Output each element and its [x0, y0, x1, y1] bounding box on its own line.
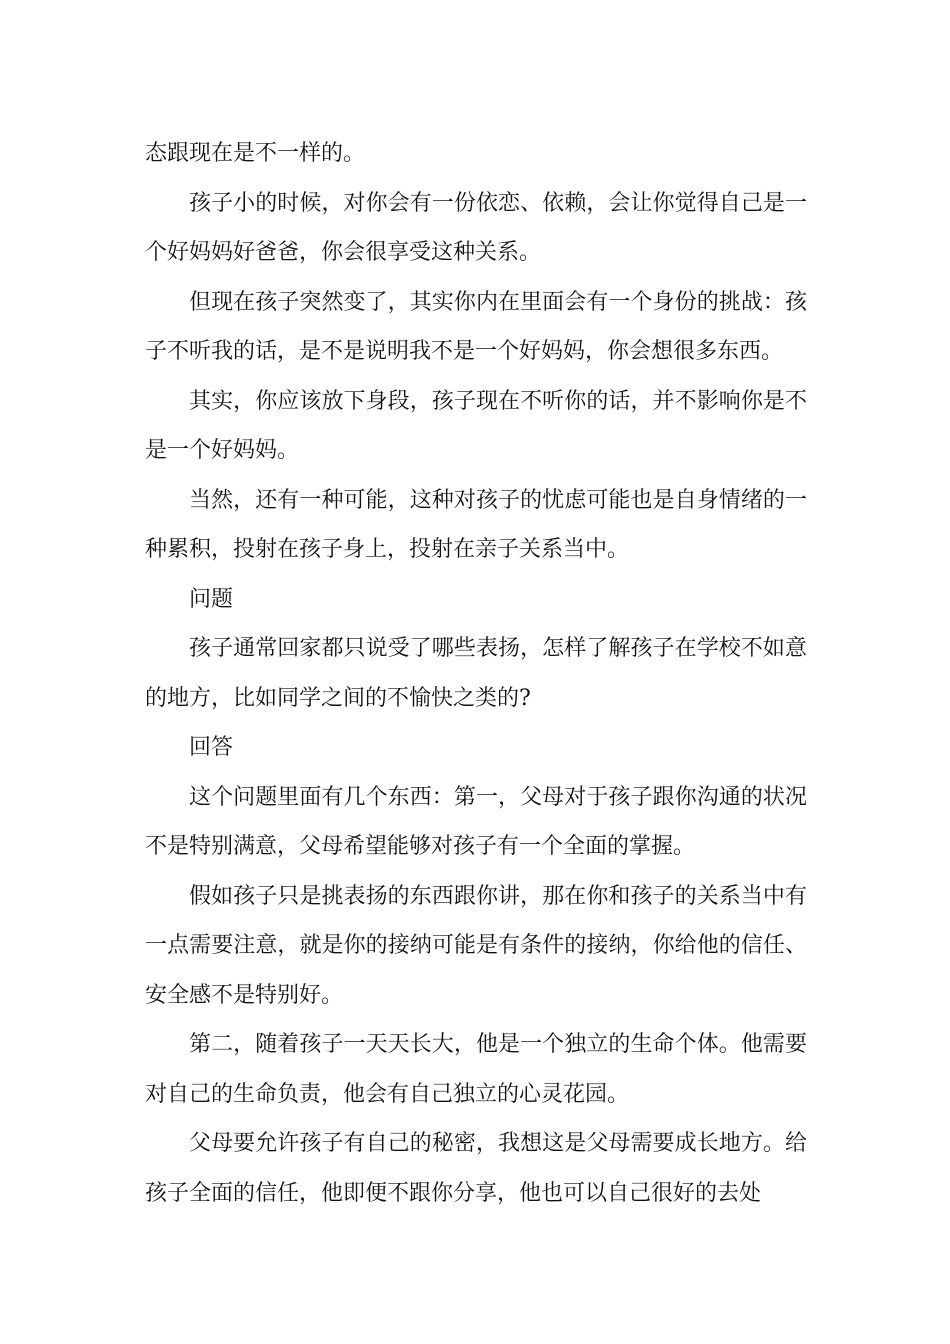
paragraph: 孩子小的时候，对你会有一份依恋、依赖，会让你觉得自己是一个好妈妈好爸爸，你会很享受这种关系。: [145, 190, 807, 265]
paragraph: 但现在孩子突然变了，其实你内在里面会有一个身份的挑战：孩子不听我的话，是不是说明我不是一个好妈妈，你会想很多东西。: [145, 289, 807, 364]
question-heading: 问题: [189, 586, 234, 612]
paragraph: 父母要允许孩子有自己的秘密，我想这是父母需要成长地方。给孩子全面的信任，他即便不跟你分享，他也可以自己很好的去处: [145, 1131, 807, 1206]
paragraph: 其实，你应该放下身段，孩子现在不听你的话，并不影响你是不是一个好妈妈。: [145, 388, 807, 463]
document-body: [145, 129, 807, 1218]
paragraph: 孩子通常回家都只说受了哪些表扬，怎样了解孩子在学校不如意的地方，比如同学之间的不愉快之类的?: [145, 636, 807, 711]
paragraph-continued: 态跟现在是不一样的。: [145, 141, 366, 166]
paragraph: 假如孩子只是挑表扬的东西跟你讲，那在你和孩子的关系当中有一点需要注意，就是你的接纳可能是有条件的接纳，你给他的信任、安全感不是特别好。: [145, 883, 807, 1008]
answer-heading: 回答: [189, 735, 234, 760]
paragraph: 当然，还有一种可能，这种对孩子的忧虑可能也是自身情绪的一种累积，投射在孩子身上，投射在亲子关系当中。: [145, 487, 807, 562]
paragraph: 第二，随着孩子一天天长大，他是一个独立的生命个体。他需要对自己的生命负责，他会有自己独立的心灵花园。: [145, 1032, 807, 1107]
paragraph: 这个问题里面有几个东西：第一，父母对于孩子跟你沟通的状况不是特别满意，父母希望能够对孩子有一个全面的掌握。: [145, 784, 807, 859]
